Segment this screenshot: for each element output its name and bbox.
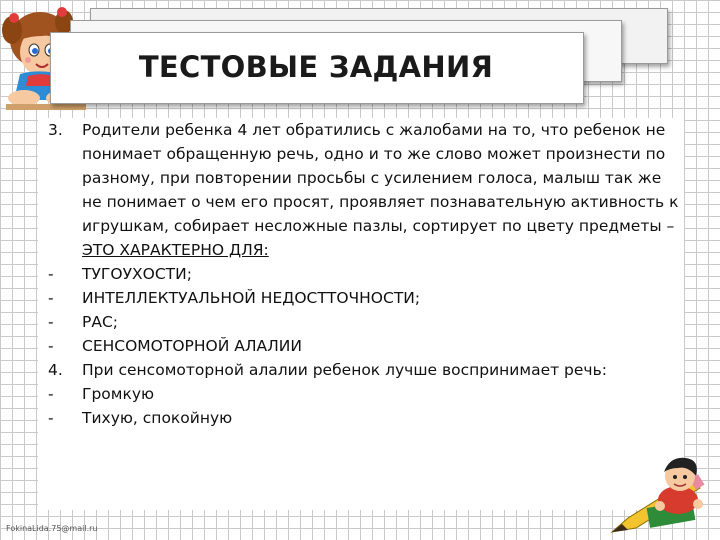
answer-option [48, 334, 684, 358]
answer-option [48, 262, 684, 286]
option-text: СЕНСОМОТОРНОЙ АЛАЛИИ [82, 337, 302, 355]
question-number: 3. [48, 121, 63, 139]
option-marker: - [48, 337, 54, 355]
question-3 [48, 118, 684, 262]
option-text: Громкую [82, 385, 155, 403]
page-title: ТЕСТОВЫЕ ЗАДАНИЯ [138, 50, 494, 84]
question-list [48, 118, 684, 430]
option-marker: - [48, 265, 54, 283]
option-text: ИНТЕЛЛЕКТУАЛЬНОЙ НЕДОСТТОЧНОСТИ; [82, 289, 421, 307]
content-panel [38, 118, 684, 510]
option-text: РАС; [82, 313, 118, 331]
answer-option [48, 310, 684, 334]
answer-option [48, 286, 684, 310]
answer-option [48, 406, 684, 430]
option-text: Тихую, спокойную [82, 409, 233, 427]
footer-credit: FokinaLida.75@mail.ru [6, 524, 98, 533]
boy-clipart-icon [608, 448, 712, 536]
question-4 [48, 358, 684, 382]
option-marker: - [48, 385, 54, 403]
question-text: При сенсомоторной алалии ребенок лучше воспринимает речь: [82, 361, 607, 379]
question-text: Родители ребенка 4 лет обратились с жалобами на то, что ребенок не понимает обращенную речь, одно и то же слово может произнести по разному, при повторении просьбы с усилением голоса, малыш так же не понимает о чем его просят, проявляет познавательную активность к игрушкам, собирает несложные пазлы, сортирует по цвету предметы – ЭТО ХАРАКТЕРНО ДЛЯ: [82, 121, 679, 259]
question-emphasis: ЭТО ХАРАКТЕРНО ДЛЯ: [82, 241, 269, 259]
answer-option [48, 382, 684, 406]
option-marker: - [48, 313, 54, 331]
question-number: 4. [48, 361, 63, 379]
option-marker: - [48, 289, 54, 307]
option-marker: - [48, 409, 54, 427]
option-text: ТУГОУХОСТИ; [82, 265, 192, 283]
